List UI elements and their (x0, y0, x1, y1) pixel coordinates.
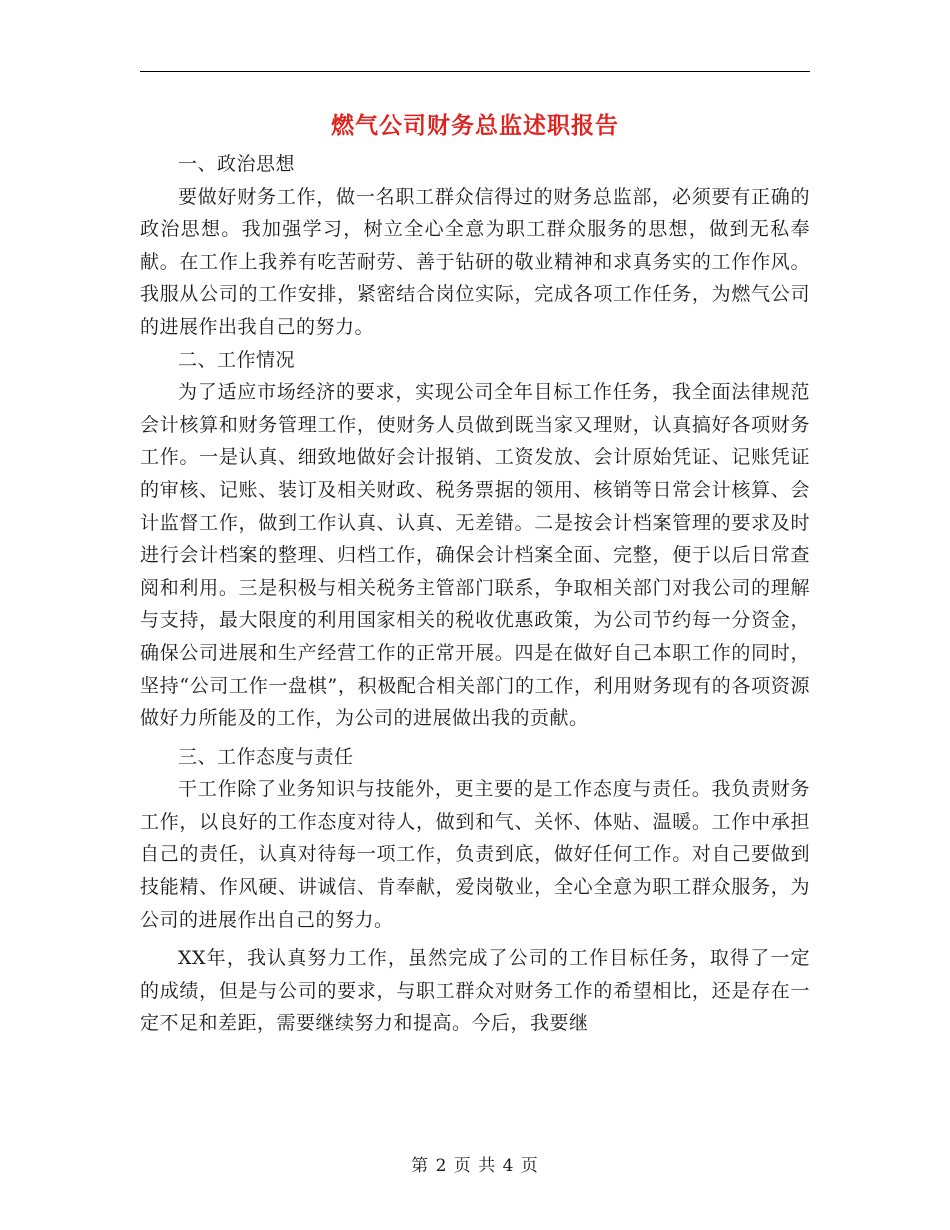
paragraph-summary: XX年，我认真努力工作，虽然完成了公司的工作目标任务，取得了一定的成绩，但是与公司的要求，与职工群众对财务工作的希望相比，还是存在一定不足和差距，需要继续努力和提高。今后，我要继 (140, 947, 810, 1035)
page-footer: 第 2 页 共 4 页 (411, 1156, 539, 1176)
paragraph-attitude: 干工作除了业务知识与技能外，更主要的是工作态度与责任。我负责财务工作，以良好的工作态度对待人，做到和气、关怀、体贴、温暖。工作中承担自己的责任，认真对待每一项工作，负责到底，做好任何工作。对自己要做到技能精、作风硬、讲诚信、肯奉献，爱岗敬业，全心全意为职工群众服务，为公司的进展作出自己的努力。 (140, 778, 810, 931)
document-body (140, 148, 810, 1040)
header-rule (140, 71, 810, 72)
section-heading-attitude: 三、工作态度与责任 (178, 745, 354, 768)
paragraph-politics: 要做好财务工作，做一名职工群众信得过的财务总监部，必须要有正确的政治思想。我加强学习，树立全心全意为职工群众服务的思想，做到无私奉献。在工作上我养有吃苦耐劳、善于钻研的敬业精神和求真务实的工作作风。我服从公司的工作安排，紧密结合岗位实际，完成各项工作任务，为燃气公司的进展作出我自己的努力。 (140, 185, 810, 338)
paragraph-work: 为了适应市场经济的要求，实现公司全年目标工作任务，我全面法律规范会计核算和财务管理工作，使财务人员做到既当家又理财，认真搞好各项财务工作。一是认真、细致地做好会计报销、工资发放、会计原始凭证、记账凭证的审核、记账、装订及相关财政、税务票据的领用、核销等日常会计核算、会计监督工作，做到工作认真、认真、无差错。二是按会计档案管理的要求及时进行会计档案的整理、归档工作，确保会计档案全面、完整，便于以后日常查阅和利用。三是积极与相关税务主管部门联系，争取相关部门对我公司的理解与支持，最大限度的利用国家相关的税收优惠政策，为公司节约每一分资金，确保公司进展和生产经营工作的正常开展。四是在做好自己本职工作的同时，坚持“公司工作一盘棋”，积极配合相关部门的工作，利用财务现有的各项资源做好力所能及的工作，为公司的进展做出我的贡献。 (140, 381, 810, 730)
section-heading-work: 二、工作情况 (178, 348, 296, 371)
section-heading-politics: 一、政治思想 (178, 153, 296, 175)
document-title: 燃气公司财务总监述职报告 (331, 112, 619, 139)
